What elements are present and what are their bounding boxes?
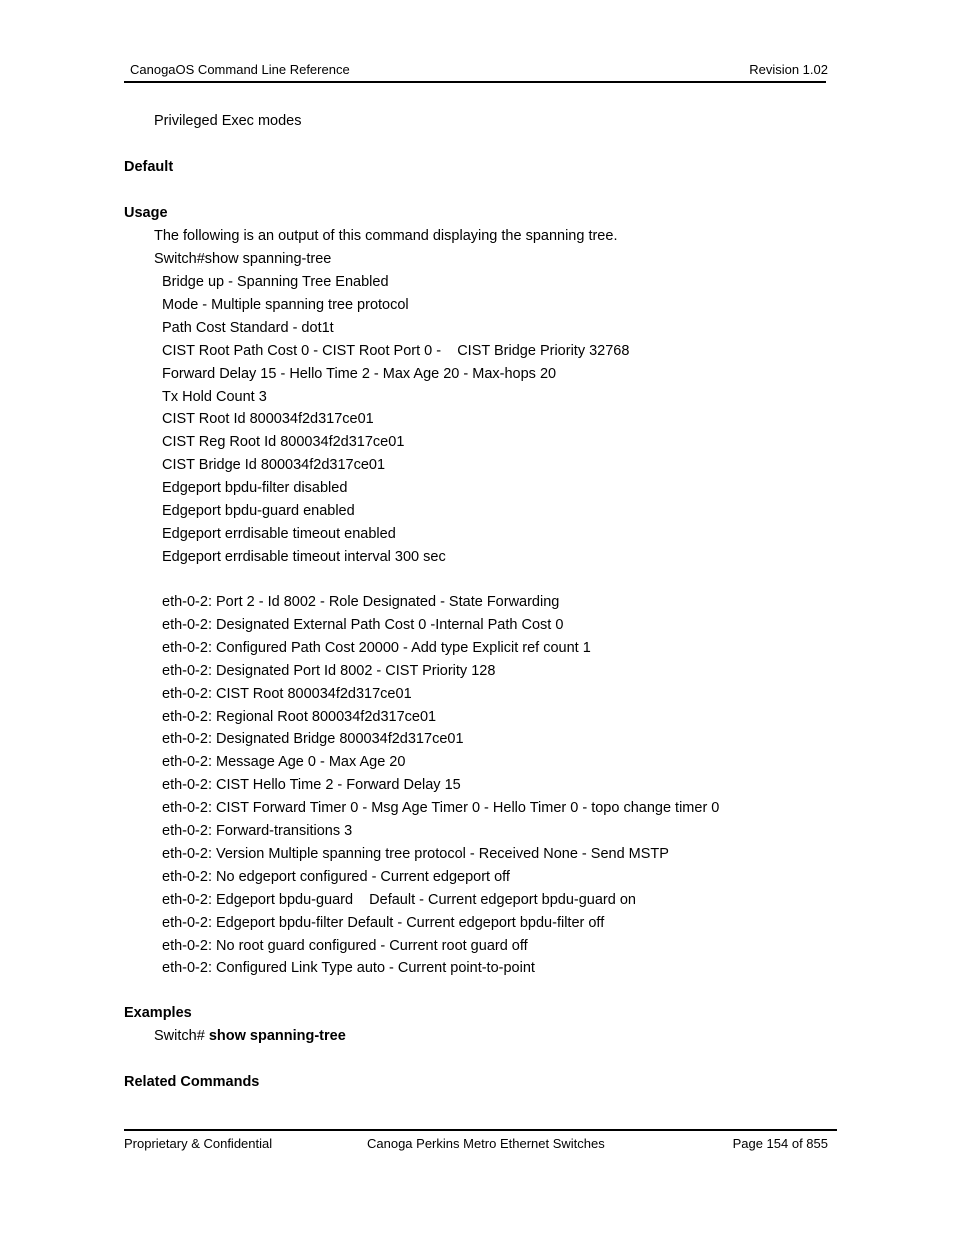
output-line: Edgeport bpdu-filter disabled (162, 480, 348, 497)
usage-intro: The following is an output of this command displaying the spanning tree. (154, 228, 618, 244)
output-line: eth-0-2: Edgeport bpdu-guard Default - Current edgeport bpdu-guard on (162, 891, 636, 908)
output-line: eth-0-2: Message Age 0 - Max Age 20 (162, 754, 406, 771)
output-line: eth-0-2: CIST Forward Timer 0 - Msg Age Timer 0 - Hello Timer 0 - topo change timer 0 (162, 800, 720, 817)
output-line: eth-0-2: No root guard configured - Current root guard off (162, 937, 528, 954)
example-command-line (154, 1027, 346, 1045)
examples-heading: Examples (124, 1005, 192, 1021)
usage-command: Switch#show spanning-tree (154, 251, 332, 267)
usage-heading: Usage (124, 205, 168, 221)
footer-divider (124, 1129, 837, 1131)
output-line: Forward Delay 15 - Hello Time 2 - Max Age 20 - Max-hops 20 (162, 365, 557, 382)
output-line: Edgeport bpdu-guard enabled (162, 503, 355, 519)
modes-text: Privileged Exec modes (154, 113, 302, 129)
output-line: eth-0-2: No edgeport configured - Current edgeport off (162, 868, 510, 885)
output-line: Edgeport errdisable timeout enabled (162, 525, 396, 542)
example-command: show spanning-tree (208, 1028, 346, 1044)
footer-page-number: Page 154 of 855 (732, 1136, 828, 1151)
output-line: eth-0-2: Edgeport bpdu-filter Default - Current edgeport bpdu-filter off (162, 914, 605, 931)
output-line: CIST Bridge Id 800034f2d317ce01 (162, 457, 386, 474)
page-header (124, 60, 828, 82)
output-line: Mode - Multiple spanning tree protocol (162, 296, 409, 313)
output-line: Edgeport errdisable timeout interval 300 sec (162, 548, 446, 565)
output-line: CIST Reg Root Id 800034f2d317ce01 (162, 434, 405, 451)
example-prompt: Switch# (154, 1028, 209, 1044)
output-line: eth-0-2: CIST Root 800034f2d317ce01 (162, 685, 412, 702)
output-line: Path Cost Standard - dot1t (162, 319, 334, 336)
output-line: Tx Hold Count 3 (162, 388, 267, 405)
output-line: CIST Root Path Cost 0 - CIST Root Port 0 - CIST Bridge Priority 32768 (162, 342, 630, 359)
header-divider (124, 81, 826, 83)
footer-center: Canoga Perkins Metro Ethernet Switches (367, 1136, 605, 1151)
output-line: eth-0-2: Configured Path Cost 20000 - Add type Explicit ref count 1 (162, 639, 591, 656)
header-title: CanogaOS Command Line Reference (130, 62, 350, 77)
related-commands-heading: Related Commands (124, 1074, 260, 1090)
output-line: eth-0-2: Forward-transitions 3 (162, 823, 353, 839)
output-line: Bridge up - Spanning Tree Enabled (162, 274, 389, 290)
footer-left: Proprietary & Confidential (124, 1136, 273, 1151)
output-line: eth-0-2: CIST Hello Time 2 - Forward Delay 15 (162, 777, 461, 794)
output-line: eth-0-2: Designated External Path Cost 0 -Internal Path Cost 0 (162, 616, 564, 633)
output-line: CIST Root Id 800034f2d317ce01 (162, 411, 374, 428)
output-line: eth-0-2: Designated Port Id 8002 - CIST Priority 128 (162, 662, 496, 679)
output-line: eth-0-2: Configured Link Type auto - Current point-to-point (162, 960, 535, 977)
output-line: eth-0-2: Version Multiple spanning tree protocol - Received None - Send MSTP (162, 845, 669, 862)
header-revision: Revision 1.02 (749, 62, 828, 77)
output-line: eth-0-2: Port 2 - Id 8002 - Role Designated - State Forwarding (162, 594, 560, 610)
default-heading: Default (124, 159, 174, 175)
output-line: eth-0-2: Designated Bridge 800034f2d317ce01 (162, 731, 464, 748)
output-line: eth-0-2: Regional Root 800034f2d317ce01 (162, 708, 437, 725)
